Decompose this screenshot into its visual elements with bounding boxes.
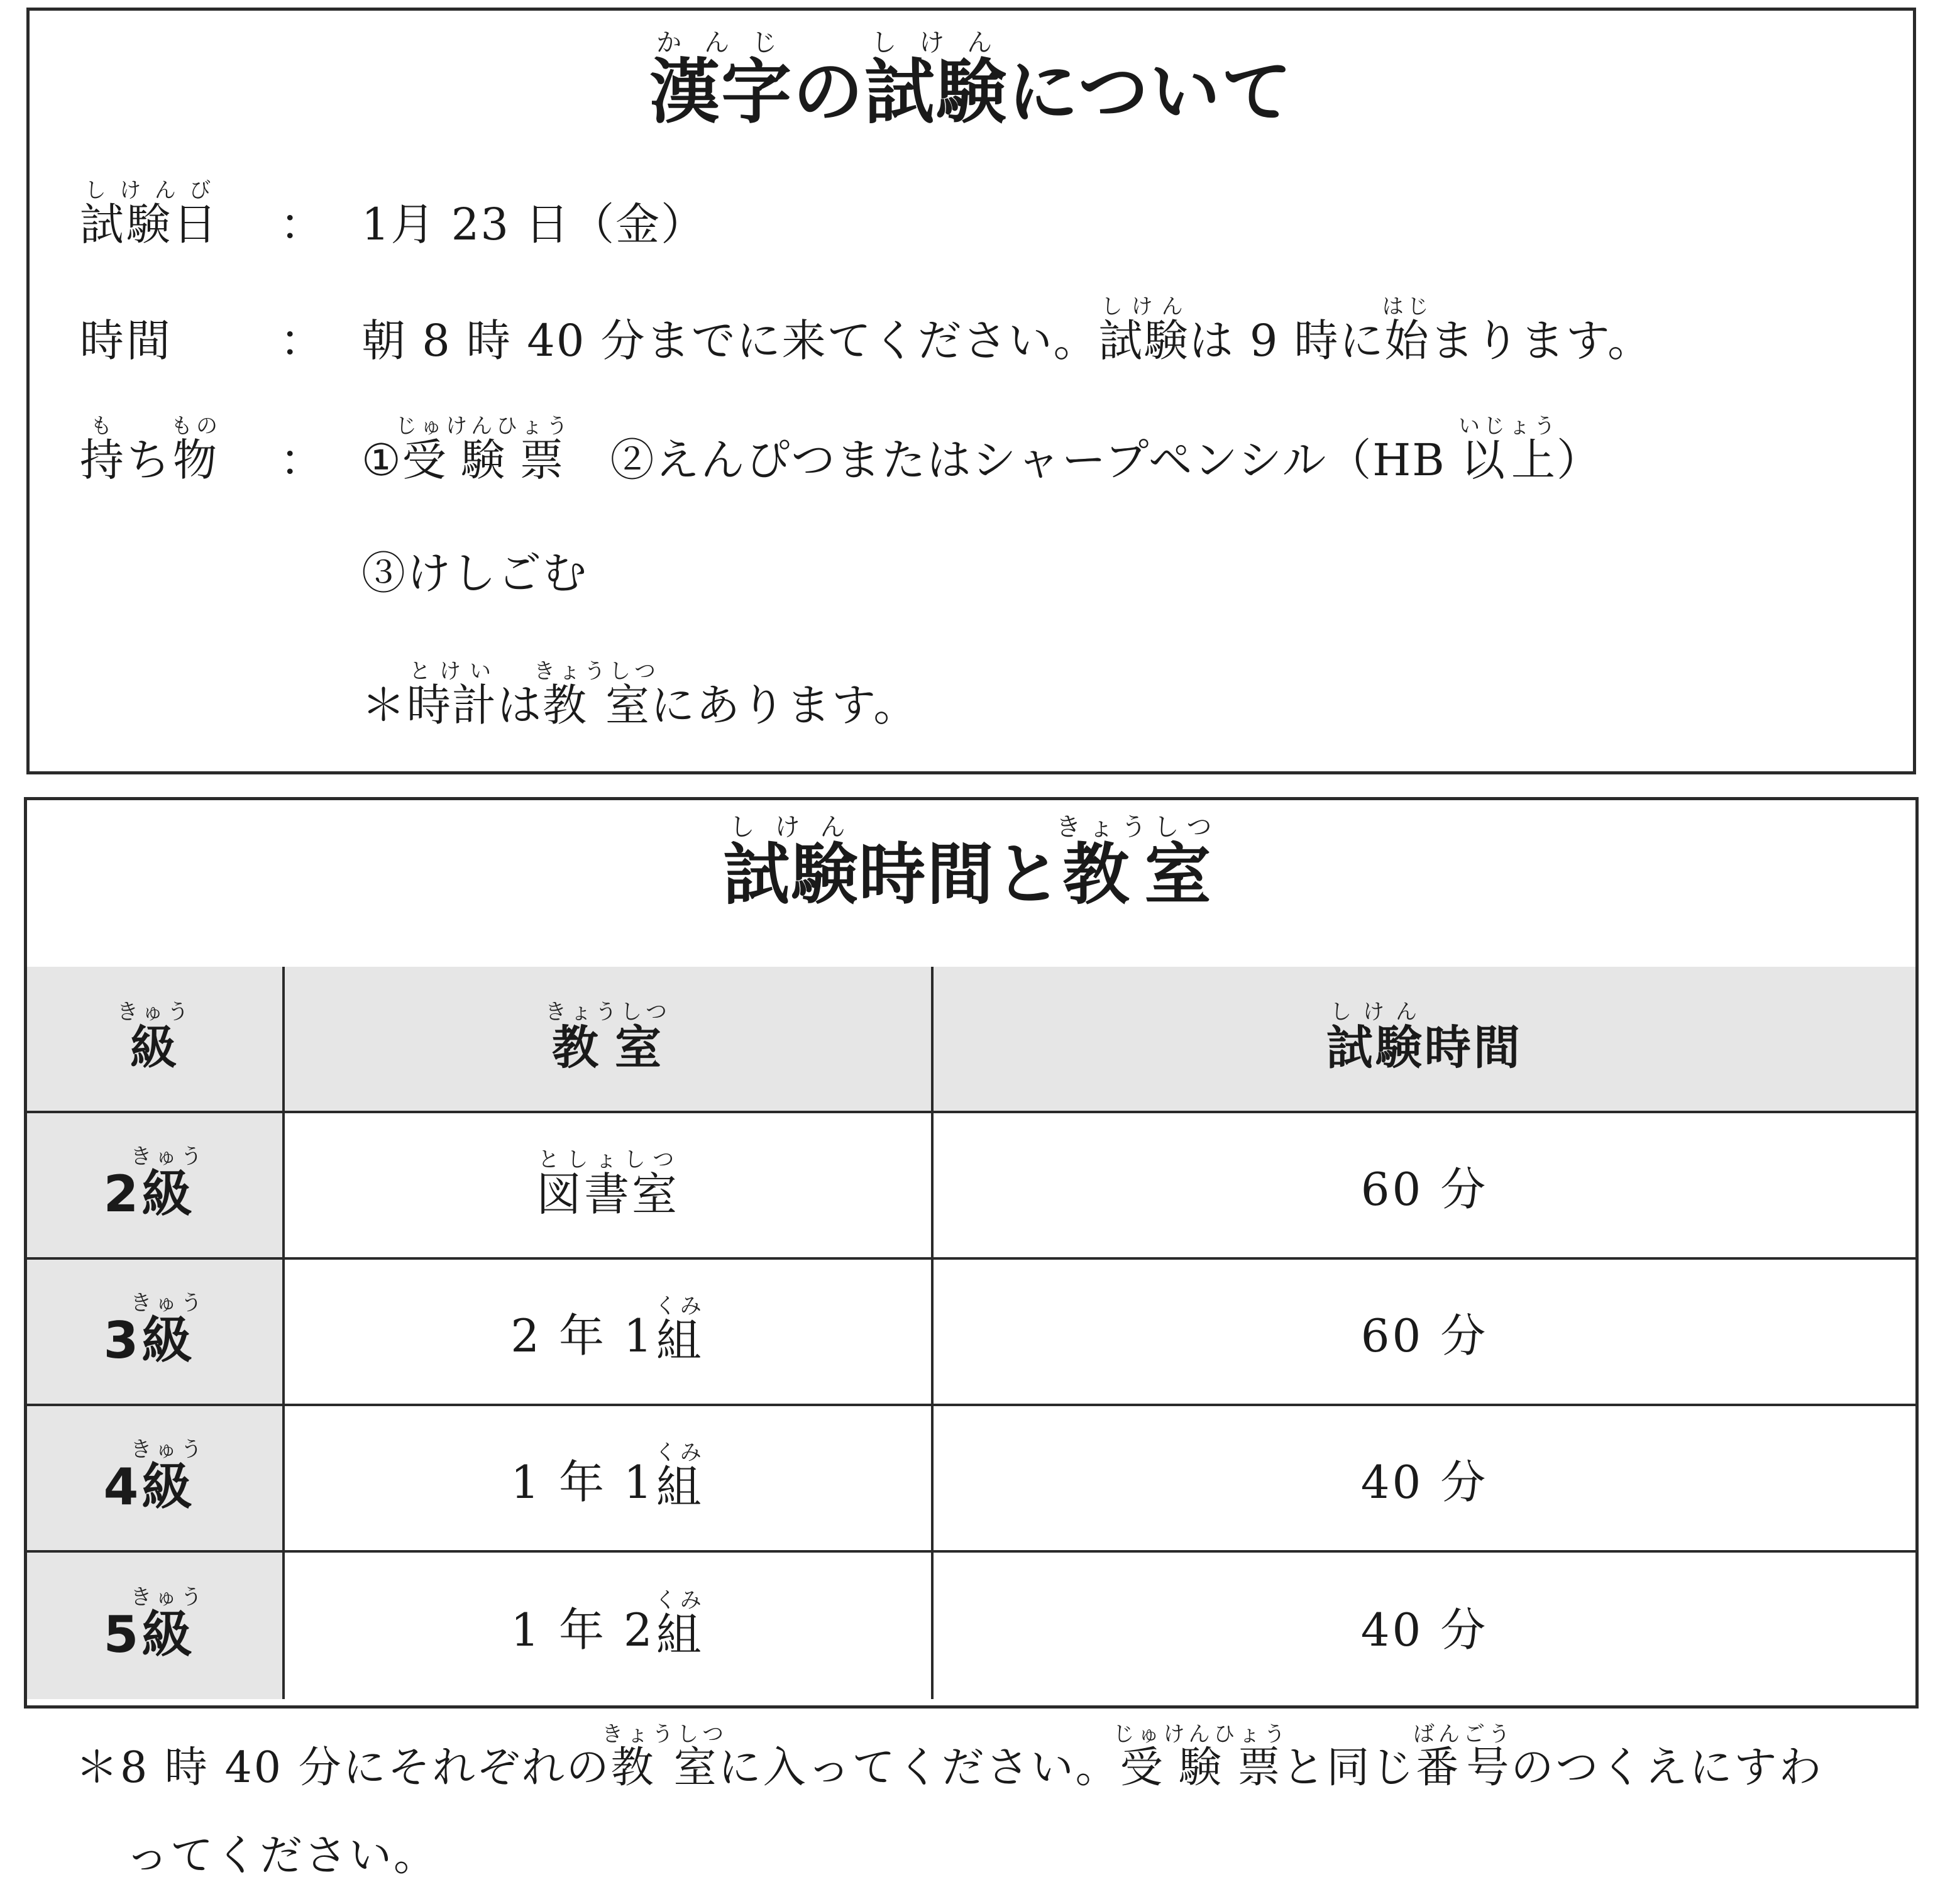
info-title: 漢字かんじの試験しけんについて [649, 28, 1293, 133]
table-header-row [27, 967, 1915, 1113]
exam-info-box [26, 8, 1916, 774]
schedule-title: 試験しけん時間と教室きょうしつ [723, 813, 1220, 913]
table-row [27, 1113, 1915, 1260]
table-row [27, 1553, 1915, 1699]
item-3: ③けしごむ [361, 548, 588, 599]
schedule-title-cell [27, 800, 1915, 970]
room-cell: 2 年 1 組くみ [285, 1260, 934, 1404]
items-row [80, 400, 1888, 488]
time-cell: 40 分 [1360, 1455, 1489, 1509]
colon: ： [280, 434, 324, 486]
footnote [75, 1722, 1911, 1900]
time-cell: 60 分 [1360, 1309, 1489, 1362]
schedule-grid [27, 967, 1915, 1705]
header-time: 試験しけん時間 [934, 967, 1915, 1111]
items-label: 持もち物もの [80, 414, 221, 486]
schedule-table [24, 797, 1919, 1709]
exam-time-label: 時間 [80, 315, 173, 366]
exam-date-label: 試験日しけんび [80, 178, 219, 250]
header-grade: 級きゅう [27, 967, 285, 1111]
room-cell: 1 年 2 組くみ [285, 1553, 934, 1699]
grade-cell: 3級きゅう [27, 1260, 285, 1404]
exam-time-row [80, 287, 1888, 369]
exam-time-value: 朝 8 時 40 分までに来てください。試験しけんは 9 時に始はじまります。 [361, 294, 1653, 366]
item-2: ②えんぴつまたはシャープペンシル（HB 以上いじょう） [610, 414, 1602, 486]
items-list [361, 414, 1602, 488]
colon: ： [280, 199, 324, 250]
colon: ： [280, 315, 324, 366]
clock-note: ＊時計とけいは教室きょうしつにあります。 [361, 659, 919, 731]
time-cell: 60 分 [1360, 1162, 1489, 1216]
room-cell: 図書室としょしつ [285, 1113, 934, 1257]
footnote-line-2: ってください。 [126, 1831, 439, 1881]
grade-cell: 2級きゅう [27, 1113, 285, 1257]
table-row [27, 1406, 1915, 1553]
room-cell: 1 年 1 組くみ [285, 1406, 934, 1550]
exam-date-value: 1月 23 日（金） [361, 199, 707, 250]
table-row [27, 1260, 1915, 1406]
time-cell: 40 分 [1360, 1603, 1489, 1656]
header-room: 教室きょうしつ [285, 967, 934, 1111]
grade-cell: 5級きゅう [27, 1553, 285, 1699]
items-row-2 [80, 532, 1888, 602]
item-1: ①受験票じゅけんひょう [361, 414, 572, 486]
exam-date-row [80, 171, 1888, 253]
footnote-line-1: ＊8 時 40 分にそれぞれの教室きょうしつに入ってください。受験票じゅけんひょうと同じ番号ばんごうのつくえにすわ [75, 1722, 1824, 1793]
grade-cell: 4級きゅう [27, 1406, 285, 1550]
